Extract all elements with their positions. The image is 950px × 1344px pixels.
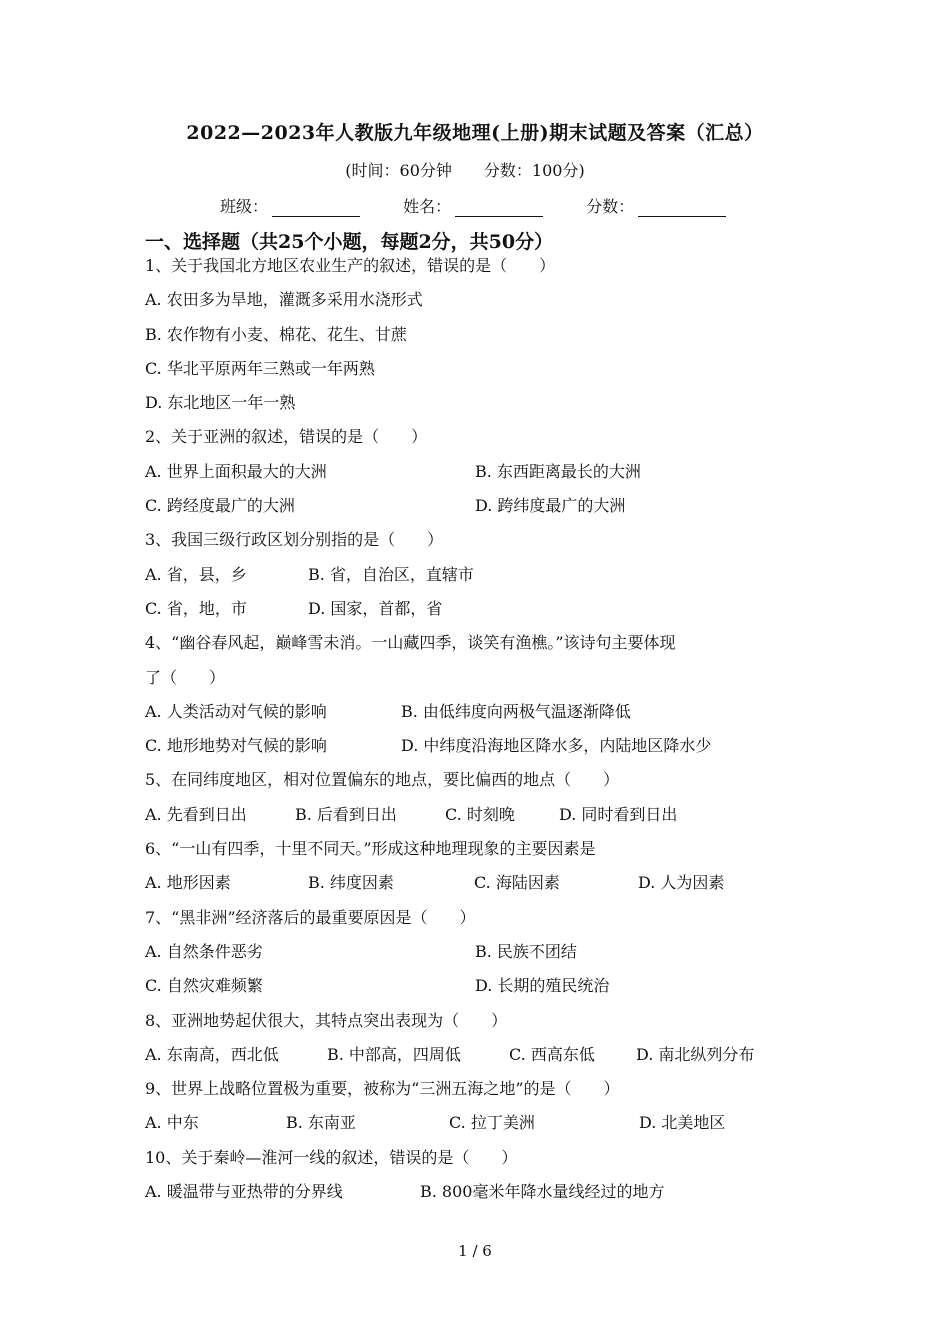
- option: D. 北美地区: [639, 1113, 726, 1133]
- question-stem: 4、“幽谷春风起，巅峰雪未消。一山藏四季，谈笑有渔樵。”该诗句主要体现: [145, 633, 676, 653]
- option: C. 西高东低: [509, 1044, 595, 1064]
- student-info-line: [220, 194, 764, 217]
- option: C. 地形地势对气候的影响: [145, 736, 327, 756]
- option: B. 中部高，四周低: [327, 1044, 461, 1064]
- option: B. 省，自治区，直辖市: [308, 564, 474, 584]
- option: A. 中东: [145, 1113, 199, 1133]
- question-stem: 5、在同纬度地区，相对位置偏东的地点，要比偏西的地点（ ）: [145, 770, 620, 790]
- score-label: 分数：: [586, 197, 635, 216]
- section-title: 一、选择题（共25个小题，每题2分，共50分）: [145, 231, 554, 253]
- question-stem: 1、关于我国北方地区农业生产的叙述，错误的是（ ）: [145, 256, 556, 275]
- option: C. 华北平原两年三熟或一年两熟: [145, 358, 375, 378]
- option: C. 拉丁美洲: [449, 1113, 535, 1133]
- question-stem: 8、亚洲地势起伏很大，其特点突出表现为（ ）: [145, 1010, 508, 1030]
- question-list: [145, 252, 825, 1212]
- option: D. 长期的殖民统治: [475, 976, 610, 996]
- page-number: 1 / 6: [458, 1242, 492, 1260]
- option: B. 后看到日出: [295, 804, 397, 824]
- option: A. 先看到日出: [145, 804, 247, 824]
- question-stem: 2、关于亚洲的叙述，错误的是（ ）: [145, 427, 428, 447]
- option: B. 由低纬度向两极气温逐渐降低: [401, 701, 631, 721]
- option: A. 自然条件恶劣: [145, 941, 263, 961]
- question-stem: 7、“黑非洲”经济落后的最重要原因是（ ）: [145, 907, 476, 927]
- option: D. 南北纵列分布: [636, 1044, 755, 1064]
- option: A. 省，县，乡: [145, 564, 247, 584]
- option: B. 东西距离最长的大洲: [475, 461, 641, 481]
- option: D. 跨纬度最广的大洲: [475, 496, 626, 516]
- option: A. 世界上面积最大的大洲: [145, 461, 327, 481]
- option: B. 东南亚: [286, 1113, 356, 1133]
- option: B. 民族不团结: [475, 941, 577, 961]
- exam-total-score: 分数：100分): [483, 161, 585, 180]
- class-label: 班级：: [220, 197, 269, 216]
- option: C. 时刻晚: [445, 804, 515, 824]
- exam-time: (时间：60分钟: [345, 161, 452, 180]
- document-title: 2022—2023年人教版九年级地理(上册)期末试题及答案（汇总）: [186, 122, 764, 144]
- name-blank[interactable]: [455, 201, 543, 217]
- option: C. 省，地，市: [145, 598, 247, 618]
- option: A. 暖温带与亚热带的分界线: [145, 1182, 343, 1202]
- question-stem: 3、我国三级行政区划分别指的是（ ）: [145, 530, 444, 550]
- option: A. 人类活动对气候的影响: [145, 701, 327, 721]
- option: A. 地形因素: [145, 873, 231, 893]
- name-label: 姓名：: [403, 197, 452, 216]
- option: A. 东南高，西北低: [145, 1044, 279, 1064]
- question-stem: 6、“一山有四季，十里不同天。”形成这种地理现象的主要因素是: [145, 839, 596, 859]
- option: C. 海陆因素: [474, 873, 560, 893]
- option: C. 自然灾难频繁: [145, 976, 263, 996]
- option: A. 农田多为旱地，灌溉多采用水浇形式: [145, 290, 423, 310]
- option: D. 东北地区一年一熟: [145, 393, 296, 413]
- option: D. 国家，首都，省: [308, 598, 443, 618]
- option: B. 800毫米年降水量线经过的地方: [420, 1182, 665, 1202]
- question-stem: 9、世界上战略位置极为重要，被称为“三洲五海之地”的是（ ）: [145, 1079, 620, 1099]
- option: D. 人为因素: [638, 873, 725, 893]
- question-stem-continued: 了（ ）: [145, 667, 226, 687]
- score-blank[interactable]: [638, 201, 726, 217]
- option: C. 跨经度最广的大洲: [145, 496, 295, 516]
- option: B. 纬度因素: [308, 873, 394, 893]
- option: D. 同时看到日出: [559, 804, 678, 824]
- question-stem: 10、关于秦岭—淮河一线的叙述，错误的是（ ）: [145, 1147, 518, 1167]
- exam-subtitle: [0, 158, 930, 181]
- option: D. 中纬度沿海地区降水多，内陆地区降水少: [401, 736, 712, 756]
- option: B. 农作物有小麦、棉花、花生、甘蔗: [145, 324, 407, 344]
- class-blank[interactable]: [272, 201, 360, 217]
